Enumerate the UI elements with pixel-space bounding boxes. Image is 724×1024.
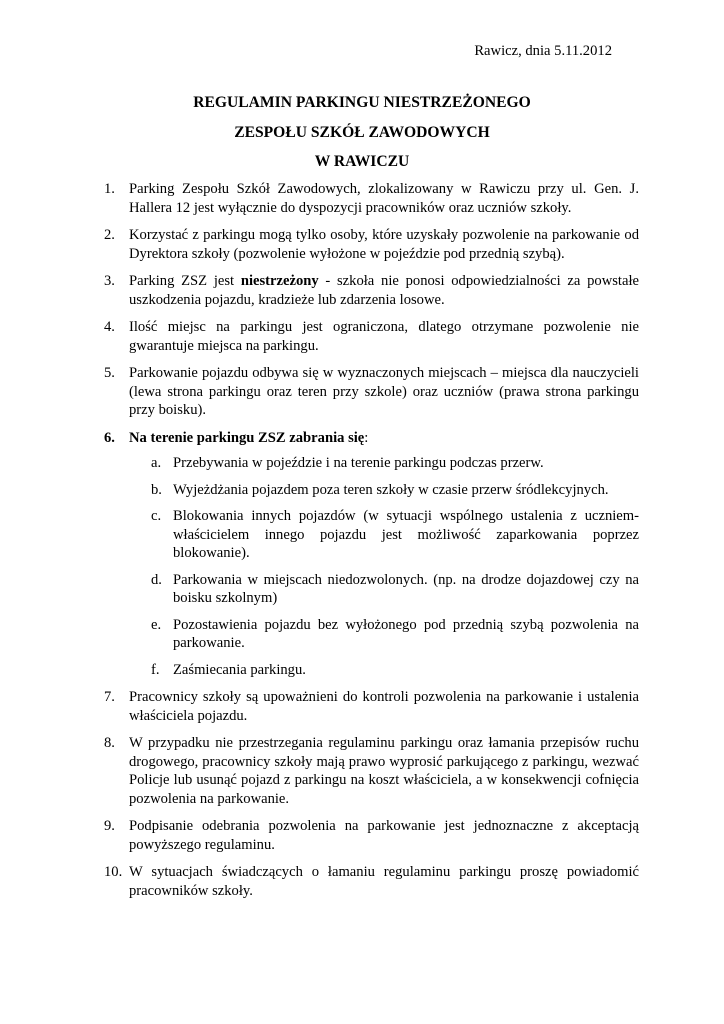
rule-number: 6. [104, 429, 115, 446]
title-line-3: W RAWICZU [314, 153, 410, 170]
rule-item [104, 817, 639, 854]
prohibition-item [147, 454, 639, 473]
prohibition-letter: c. [151, 508, 162, 524]
prohibition-text: Wyjeżdżania pojazdem poza teren szkoły w czasie przerw śródlekcyjnych. [173, 481, 609, 498]
rule-number: 8. [104, 735, 115, 751]
rule-number: 10. [104, 864, 123, 880]
rule-text-bold: niestrzeżony [240, 273, 319, 289]
prohibitions-sublist [147, 454, 639, 679]
rule-text: Parkowanie pojazdu odbywa się w wyznaczonych miejscach – miejsca dla nauczycieli (lewa strona parkingu oraz teren przy szkole) oraz uczniów (prawa strona parkingu przy boisku). [129, 365, 639, 418]
rule-item [104, 318, 639, 355]
prohibition-item [147, 481, 639, 500]
prohibition-text: Parkowania w miejscach niedozwolonych. (np. na drodze dojazdowej czy na boisku szkolnym) [173, 571, 639, 606]
prohibition-letter: a. [151, 455, 162, 471]
prohibition-item [147, 616, 639, 653]
prohibition-item [147, 507, 639, 563]
rule-text: W przypadku nie przestrzegania regulaminu parkingu oraz łamania przepisów ruchu drogowego, pracownicy szkoły mają prawo wyprosić parkującego z parkingu, wezwać Policje lub usunąć pojazd z parkingu na koszt właściciela, a w konsekwencji cofnięcia pozwolenia na parkowanie. [129, 735, 639, 807]
prohibition-text: Blokowania innych pojazdów (w sytuacji wspólnego ustalenia z uczniem-właścicielem innego pojazdu jest możliwość zaparkowania poprzez blokowanie). [173, 508, 639, 561]
rule-number: 2. [104, 227, 115, 243]
rule-text: Ilość miejsc na parkingu jest ograniczona, dlatego otrzymane pozwolenie nie gwarantuje miejsca na parkingu. [129, 319, 639, 354]
prohibition-letter: e. [151, 616, 162, 633]
rule-number: 7. [104, 689, 115, 705]
title-line-1: REGULAMIN PARKINGU NIESTRZEŻONEGO [193, 94, 531, 111]
rule-number: 4. [104, 319, 115, 335]
rule-item [104, 364, 639, 420]
rule-text: W sytuacjach świadczących o łamaniu regulaminu parkingu proszę powiadomić pracowników szkoły. [129, 864, 639, 899]
rule-text: Podpisanie odebrania pozwolenia na parkowanie jest jednoznaczne z akceptacją powyższego regulaminu. [129, 818, 639, 853]
rule-item [104, 226, 639, 263]
rules-list [104, 180, 639, 909]
prohibition-letter: d. [151, 571, 162, 588]
rule-number: 1. [104, 181, 115, 197]
rule-number: 3. [104, 273, 115, 289]
rule-text-post: - szkoła nie ponosi odpowiedzialności za powstałe uszkodzenia pojazdu, kradzieże lub zdarzenia losowe. [129, 273, 639, 308]
rule-text-post: : [364, 429, 369, 446]
rule-number: 9. [104, 818, 115, 834]
rule-text-bold: Na terenie parkingu ZSZ zabrania się [129, 429, 365, 446]
rule-item [104, 688, 639, 725]
rule-item [104, 429, 639, 680]
rule-item [104, 734, 639, 808]
prohibition-letter: f. [151, 661, 160, 678]
rule-text: Pracownicy szkoły są upoważnieni do kontroli pozwolenia na parkowanie i ustalenia właściciela pojazdu. [129, 689, 639, 724]
prohibition-item [147, 571, 639, 608]
rule-item [104, 863, 639, 900]
prohibition-text: Pozostawienia pojazdu bez wyłożonego pod przednią szybą pozwolenia na parkowanie. [173, 616, 639, 651]
rule-item [104, 272, 639, 309]
rule-text: Korzystać z parkingu mogą tylko osoby, które uzyskały pozwolenie na parkowanie od Dyrektora szkoły (pozwolenie wyłożone w pojeździe pod przednią szybą). [129, 227, 639, 262]
prohibition-text: Zaśmiecania parkingu. [173, 661, 306, 678]
rule-number: 5. [104, 365, 115, 381]
document-date: Rawicz, dnia 5.11.2012 [474, 43, 612, 59]
rule-text: Parking Zespołu Szkół Zawodowych, zlokalizowany w Rawiczu przy ul. Gen. J. Hallera 12 jest wyłącznie do dyspozycji pracowników oraz uczniów szkoły. [129, 181, 639, 216]
rule-item [104, 180, 639, 217]
prohibition-letter: b. [151, 481, 162, 498]
prohibition-text: Przebywania w pojeździe i na terenie parkingu podczas przerw. [173, 455, 544, 471]
rule-text-pre: Parking ZSZ jest [129, 273, 241, 289]
prohibition-item [147, 661, 639, 680]
title-line-2: ZESPOŁU SZKÓŁ ZAWODOWYCH [234, 124, 490, 141]
